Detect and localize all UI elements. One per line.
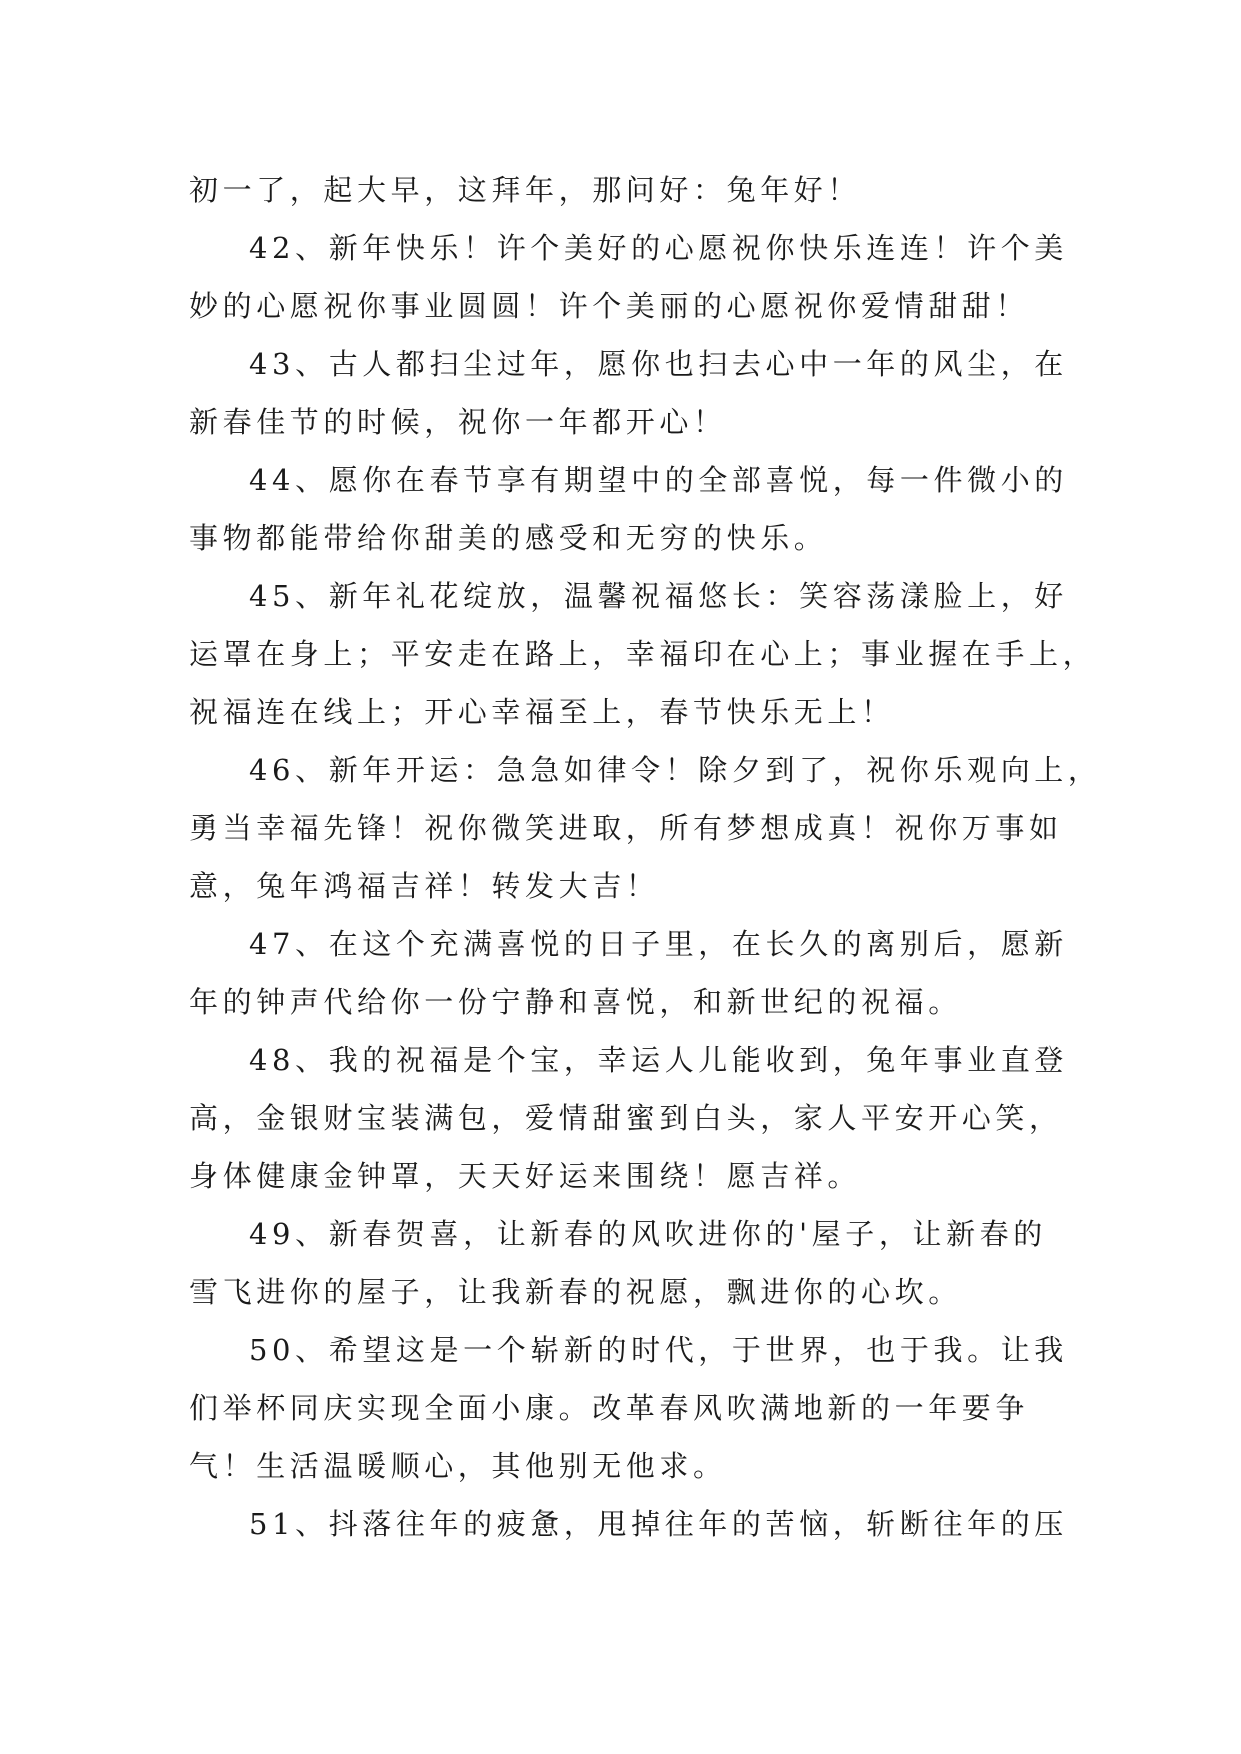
paragraph-line: 44、愿你在春节享有期望中的全部喜悦，每一件微小的	[249, 463, 1068, 497]
paragraph-line: 新春佳节的时候，祝你一年都开心！	[189, 405, 727, 439]
paragraph-line: 50、希望这是一个崭新的时代，于世界，也于我。让我	[249, 1333, 1068, 1367]
paragraph-line: 们举杯同庆实现全面小康。改革春风吹满地新的一年要争	[189, 1391, 1030, 1425]
paragraph-line: 42、新年快乐！许个美好的心愿祝你快乐连连！许个美	[249, 231, 1068, 265]
paragraph-line: 高，金银财宝装满包，爱情甜蜜到白头，家人平安开心笑，	[189, 1101, 1063, 1135]
paragraph-line: 49、新春贺喜，让新春的风吹进你的'屋子，让新春的	[249, 1217, 1047, 1251]
paragraph-line: 雪飞进你的屋子，让我新春的祝愿，飘进你的心坎。	[189, 1275, 962, 1309]
paragraph-line: 勇当幸福先锋！祝你微笑进取，所有梦想成真！祝你万事如	[189, 811, 1063, 845]
paragraph-line: 初一了，起大早，这拜年，那问好：兔年好！	[189, 173, 862, 207]
paragraph-line: 43、古人都扫尘过年，愿你也扫去心中一年的风尘，在	[249, 347, 1068, 381]
paragraph-line: 47、在这个充满喜悦的日子里，在长久的离别后，愿新	[249, 927, 1068, 961]
paragraph-line: 意，兔年鸿福吉祥！转发大吉！	[189, 869, 660, 903]
paragraph-line: 运罩在身上；平安走在路上，幸福印在心上；事业握在手上，	[189, 637, 1097, 671]
paragraph-line: 身体健康金钟罩，天天好运来围绕！愿吉祥。	[189, 1159, 862, 1193]
paragraph-line: 46、新年开运：急急如律令！除夕到了，祝你乐观向上，	[249, 753, 1102, 787]
paragraph-line: 事物都能带给你甜美的感受和无穷的快乐。	[189, 521, 828, 555]
paragraph-line: 48、我的祝福是个宝，幸运人儿能收到，兔年事业直登	[249, 1043, 1068, 1077]
paragraph-line: 妙的心愿祝你事业圆圆！许个美丽的心愿祝你爱情甜甜！	[189, 289, 1030, 323]
paragraph-line: 45、新年礼花绽放，温馨祝福悠长：笑容荡漾脸上，好	[249, 579, 1068, 613]
paragraph-line: 气！生活温暖顺心，其他别无他求。	[189, 1449, 727, 1483]
paragraph-line: 51、抖落往年的疲惫，甩掉往年的苦恼，斩断往年的压	[249, 1507, 1068, 1541]
paragraph-line: 年的钟声代给你一份宁静和喜悦，和新世纪的祝福。	[189, 985, 962, 1019]
paragraph-line: 祝福连在线上；开心幸福至上，春节快乐无上！	[189, 695, 895, 729]
